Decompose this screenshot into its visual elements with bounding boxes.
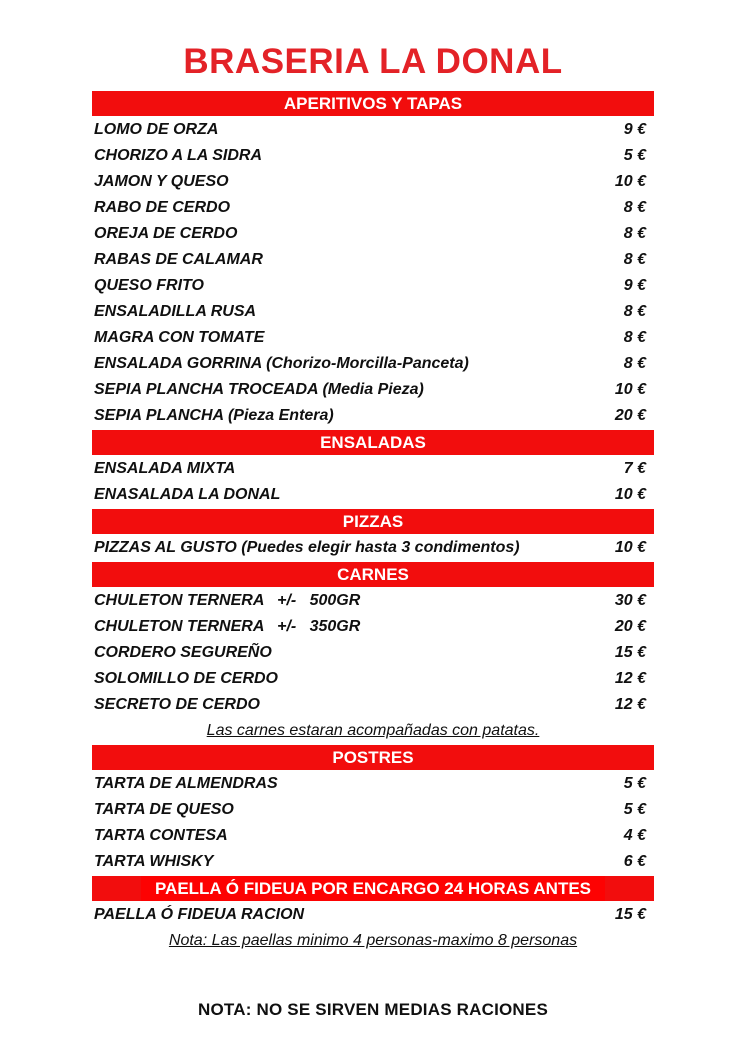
footer-note: NOTA: NO SE SIRVEN MEDIAS RACIONES — [198, 999, 548, 1019]
menu-item-row — [92, 902, 654, 928]
menu-item-row — [92, 849, 654, 875]
menu-item-price: 7 € — [623, 459, 646, 477]
menu-item-price: 4 € — [623, 826, 646, 844]
menu-item-name: PIZZAS AL GUSTO (Puedes elegir hasta 3 condimentos) — [94, 538, 520, 556]
menu-item-price: 5 € — [623, 774, 646, 792]
menu-item-name: CORDERO SEGUREÑO — [94, 643, 272, 661]
menu-item-row — [92, 588, 654, 614]
menu-item-row — [92, 771, 654, 797]
menu-item-price: 20 € — [614, 617, 646, 635]
menu-item-name: SEPIA PLANCHA (Pieza Entera) — [94, 406, 334, 424]
section-header-label: CARNES — [337, 564, 409, 584]
menu-item-name: TARTA WHISKY — [94, 852, 214, 870]
menu-item-row — [92, 117, 654, 143]
menu-item-name: CHULETON TERNERA +/- 350GR — [94, 617, 361, 635]
menu-item-name: QUESO FRITO — [94, 276, 204, 294]
menu-item-price: 5 € — [623, 146, 646, 164]
section-header-label: PIZZAS — [342, 511, 404, 531]
menu-item-row — [92, 456, 654, 482]
menu-item-name: TARTA DE QUESO — [94, 800, 234, 818]
menu-item-row — [92, 797, 654, 823]
menu-item-price: 8 € — [623, 354, 646, 372]
paella-note: Nota: Las paellas minimo 4 personas-maximo 8 personas — [168, 931, 578, 949]
menu-item-name: LOMO DE ORZA — [94, 120, 219, 138]
menu-item-price: 15 € — [614, 905, 646, 923]
section-header-aperitivos — [92, 91, 654, 116]
section-header-carnes — [92, 562, 654, 587]
menu-item-price: 8 € — [623, 328, 646, 346]
menu-item-price: 8 € — [623, 198, 646, 216]
section-header-label: APERITIVOS Y TAPAS — [283, 93, 463, 113]
menu-item-row — [92, 351, 654, 377]
menu-item-price: 5 € — [623, 800, 646, 818]
menu-item-name: RABO DE CERDO — [94, 198, 231, 216]
menu-item-row — [92, 377, 654, 403]
menu-item-name: CHULETON TERNERA +/- 500GR — [94, 591, 361, 609]
menu-section-ensaladas — [92, 430, 654, 508]
section-header-label: ENSALADAS — [320, 432, 426, 452]
section-header-label: POSTRES — [332, 747, 414, 767]
menu-item-name: JAMON Y QUESO — [94, 172, 229, 190]
menu-item-price: 9 € — [623, 120, 646, 138]
menu-item-row — [92, 299, 654, 325]
section-header-paella — [92, 876, 654, 901]
menu-item-row — [92, 247, 654, 273]
menu-item-row — [92, 273, 654, 299]
menu-item-name: ENSALADA GORRINA (Chorizo-Morcilla-Panceta) — [94, 354, 469, 372]
page-title: BRASERIA LA DONAL — [183, 42, 563, 81]
menu-section-paella — [92, 876, 654, 954]
menu-item-row — [92, 640, 654, 666]
menu-section-aperitivos — [92, 91, 654, 429]
menu-item-price: 6 € — [623, 852, 646, 870]
menu-item-name: OREJA DE CERDO — [94, 224, 238, 242]
menu-section-carnes — [92, 562, 654, 744]
menu-item-name: SOLOMILLO DE CERDO — [94, 669, 278, 687]
section-header-label: PAELLA Ó FIDEUA POR ENCARGO 24 HORAS ANTES — [141, 876, 605, 901]
menu-item-price: 12 € — [614, 669, 646, 687]
carnes-note: Las carnes estaran acompañadas con patatas. — [206, 721, 540, 739]
section-header-pizzas — [92, 509, 654, 534]
menu-item-price: 10 € — [614, 538, 646, 556]
menu-item-row — [92, 143, 654, 169]
section-header-postres — [92, 745, 654, 770]
menu-item-price: 8 € — [623, 224, 646, 242]
menu-item-price: 8 € — [623, 250, 646, 268]
menu-item-row — [92, 482, 654, 508]
menu-item-name: TARTA DE ALMENDRAS — [94, 774, 278, 792]
menu-item-name: ENSALADILLA RUSA — [94, 302, 257, 320]
menu-item-price: 10 € — [614, 485, 646, 503]
menu-item-row — [92, 195, 654, 221]
menu-item-name: SEPIA PLANCHA TROCEADA (Media Pieza) — [94, 380, 424, 398]
menu-item-name: RABAS DE CALAMAR — [94, 250, 263, 268]
menu-item-name: ENASALADA LA DONAL — [94, 485, 281, 503]
menu-item-row — [92, 325, 654, 351]
menu-section-postres — [92, 745, 654, 875]
menu-item-name: MAGRA CON TOMATE — [94, 328, 265, 346]
menu-item-price: 12 € — [614, 695, 646, 713]
menu-item-name: SECRETO DE CERDO — [94, 695, 260, 713]
menu-item-price: 9 € — [623, 276, 646, 294]
menu-item-price: 15 € — [614, 643, 646, 661]
menu-item-row — [92, 403, 654, 429]
menu-item-price: 10 € — [614, 172, 646, 190]
menu-item-price: 20 € — [614, 406, 646, 424]
menu-section-pizzas — [92, 509, 654, 561]
menu-item-row — [92, 221, 654, 247]
menu-table — [92, 91, 654, 954]
menu-item-name: CHORIZO A LA SIDRA — [94, 146, 262, 164]
menu-item-row — [92, 614, 654, 640]
menu-item-name: PAELLA Ó FIDEUA RACION — [94, 905, 305, 923]
menu-item-price: 30 € — [614, 591, 646, 609]
menu-item-name: TARTA CONTESA — [94, 826, 228, 844]
section-header-ensaladas — [92, 430, 654, 455]
menu-item-row — [92, 692, 654, 718]
menu-item-row — [92, 666, 654, 692]
menu-item-name: ENSALADA MIXTA — [94, 459, 236, 477]
menu-item-price: 10 € — [614, 380, 646, 398]
menu-item-price: 8 € — [623, 302, 646, 320]
menu-item-row — [92, 169, 654, 195]
menu-item-row — [92, 535, 654, 561]
menu-item-row — [92, 823, 654, 849]
